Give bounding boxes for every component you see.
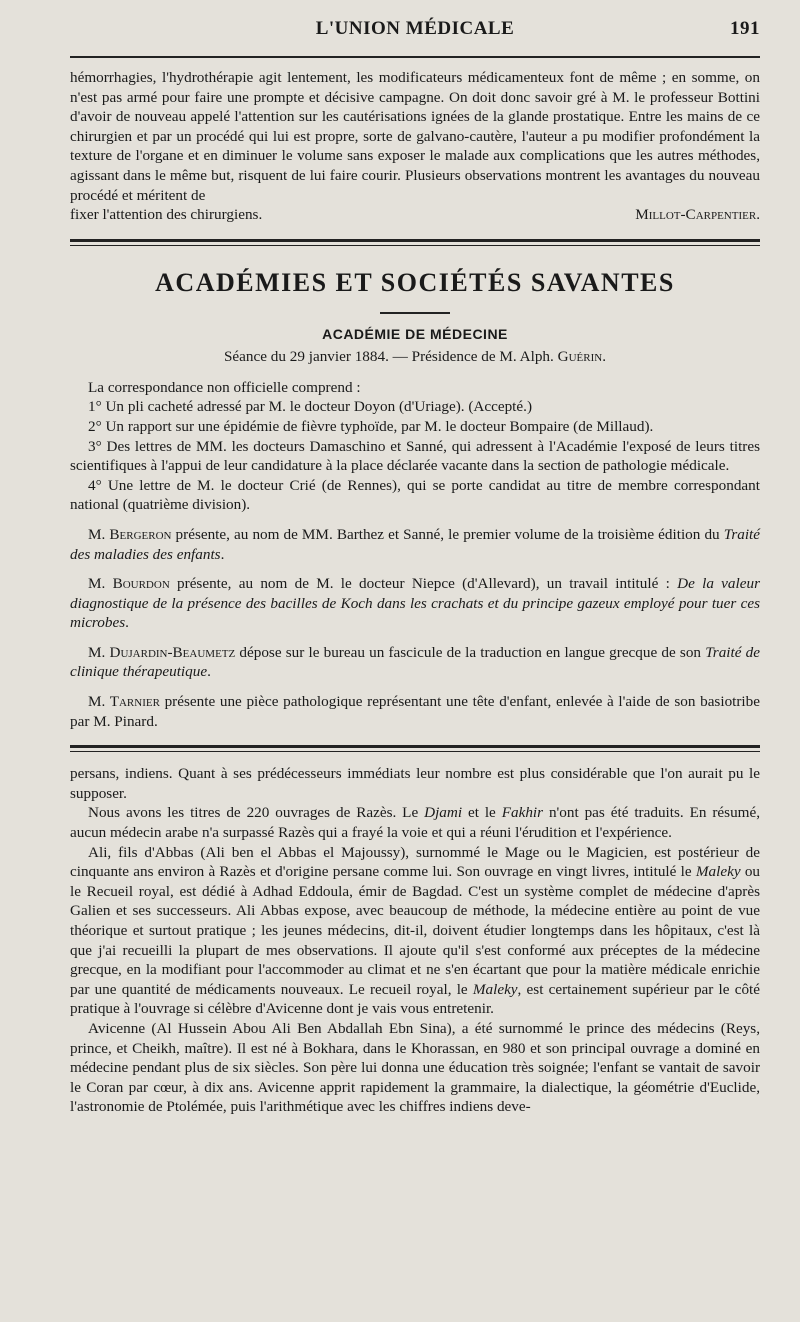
- section-divider: [70, 239, 760, 246]
- presentation-text: présente, au nom de M. le docteur Niepce (d'Allevard), un travail intitulé :: [169, 575, 678, 593]
- presentation-text-end: .: [220, 545, 225, 563]
- text-run: Nous avons les titres de 220 ouvrages de Razès. Le: [88, 804, 425, 822]
- presentation-text-end: .: [207, 663, 211, 681]
- author-signature: Millot-Carpentier.: [635, 206, 760, 224]
- seance-line: [70, 348, 760, 366]
- presenter-name: M. Bergeron: [88, 525, 172, 543]
- section-title: ACADÉMIES ET SOCIÉTÉS SAVANTES: [155, 267, 675, 297]
- top-paragraph-last-line: fixer l'attention des chirurgiens.: [70, 206, 263, 224]
- text-run: , est certainement supérieur par le côté pratique à l'ouvrage si célèbre d'Avicenne dont je vais vous entretenir.: [70, 980, 760, 1018]
- section-subtitle: ACADÉMIE DE MÉDECINE: [322, 325, 508, 342]
- correspondance-item-2: 2° Un rapport sur une épidémie de fièvre typhoïde, par M. le docteur Bompaire (de Millaud).: [88, 417, 654, 435]
- presentation-4: [70, 692, 760, 731]
- seance-text: Séance du 29 janvier 1884. — Présidence de M. Alph.: [223, 347, 558, 365]
- journal-title: L'UNION MÉDICALE: [315, 18, 515, 39]
- section-title-rule: [380, 312, 450, 314]
- feuilleton-divider: [70, 745, 760, 752]
- text-run: ou le Recueil royal, est dédié à Adhad Eddoula, émir de Bagdad. C'est un système complet de médecine d'après Galien et ses successeurs. Ali Abbas expose, avec beaucoup de méthode, la médecine entière au point de vue théorique et surtout pratique ; les jeunes médecins, dit-il, doivent étudier longtemps dans les hôpitaux, c'est là que j'ai recueilli la plupart de mes observations. Il ajoute qu'il s'est conformé aux préceptes de la médecine grecque, en la modifiant pour l'accommoder au climat et ne s'en écartant que pour la matière médicale enrichie par une quantité de médicaments nouveaux. Le recueil royal, le: [70, 863, 761, 998]
- bottom-paragraph-3: [70, 843, 760, 1019]
- book-title: Maleky: [695, 863, 741, 881]
- book-title: Maleky: [472, 980, 518, 998]
- presentation-title: De la valeur diagnostique de la présence des bacilles de Koch dans les crachats et du principe gazeux employé pour tuer ces microbes: [70, 575, 760, 632]
- presentation-2: [70, 574, 760, 633]
- presenter-name: M. Bourdon: [88, 575, 170, 593]
- text-run: et le: [462, 804, 502, 822]
- presentation-title: Traité de clinique thérapeutique: [70, 643, 760, 681]
- book-title: Djami: [424, 804, 463, 822]
- header-rule: [70, 56, 760, 58]
- bottom-paragraph-4: Avicenne (Al Hussein Abou Ali Ben Abdallah Ebn Sina), a été surnommé le prince des médecins (Reys, prince, et Cheikh, maître). Il est né à Bokhara, dans le Khorassan, en 980 et son principal ouvrage a dominé en médecine pendant plus de six siècles. Son père lui donna une éducation très soignée; l'enfant se vantait de savoir le Coran par cœur, à dix ans. Avicenne apprit rapidement la grammaire, la dialectique, la géométrie d'Euclide, l'astronomie de Ptolémée, puis l'arithmétique avec les chiffres indiens deve-: [70, 1019, 760, 1116]
- correspondance-intro: La correspondance non officielle comprend :: [88, 378, 361, 396]
- presentation-text: présente, au nom de MM. Barthez et Sanné, le premier volume de la troisième édition du: [171, 525, 724, 543]
- correspondance-item-1: 1° Un pli cacheté adressé par M. le docteur Doyon (d'Uriage). (Accepté.): [88, 398, 532, 416]
- correspondance-item-3: 3° Des lettres de MM. les docteurs Damaschino et Sanné, qui adressent à l'Académie l'exposé de leurs titres scientifiques à l'appui de leur candidature à la place déclarée vacante dans la section de pathologie médicale.: [70, 437, 760, 475]
- presentation-text: présente une pièce pathologique représentant une tête d'enfant, enlevée à l'aide de son basiotribe par M. Pinard.: [70, 693, 760, 730]
- page-number: 191: [730, 18, 760, 39]
- book-title: Fakhir: [501, 804, 544, 822]
- bottom-paragraph-1: persans, indiens. Quant à ses prédécesseurs immédiats leur nombre est plus considérable que l'on aurait pu le supposer.: [70, 765, 760, 802]
- text-run: Ali, fils d'Abbas (Ali ben el Abbas el Majoussy), surnommé le Mage ou le Magicien, est postérieur de cinquante ans environ à Razès et d'origine persane comme lui. Son ouvrage en vingt livres, intitulé le: [70, 843, 760, 881]
- bottom-paragraph-2: [70, 803, 760, 842]
- presentation-text: dépose sur le bureau un fascicule de la traduction en langue grecque de son: [235, 643, 706, 661]
- text-run: n'ont pas été traduits. En résumé, aucun médecin arabe n'a surpassé Razès qui a frayé la voie et qui a réuni l'érudition et l'expérience.: [70, 804, 761, 842]
- presenter-name: M. Tarnier: [88, 693, 160, 711]
- top-paragraph-end: [70, 205, 760, 225]
- top-paragraph: hémorrhagies, l'hydrothérapie agit lentement, les modificateurs médicamenteux font de même ; en somme, on n'est pas armé pour faire une prompte et décisive campagne. On doit donc savoir gré à M. le professeur Bottini d'avoir de nouveau appelé l'attention sur les cautérisations ignées de la glande prostatique. Entre les mains de ce chirurgien et par un procédé qui lui est propre, sorte de galvano-cautère, l'auteur a pu modifier profondément la texture de l'organe et en diminuer le volume sans exposer le malade aux complications que les autres méthodes, agissant dans le même but, risquent de lui faire courir. Plusieurs observations montrent les avantages du nouveau procédé et méritent de: [70, 69, 760, 204]
- presenter-name: M. Dujardin-Beaumetz: [88, 643, 236, 661]
- presentation-1: [70, 525, 760, 564]
- running-header: [70, 18, 760, 48]
- presentation-3: [70, 643, 760, 682]
- correspondance-item-4: 4° Une lettre de M. le docteur Crié (de Rennes), qui se porte candidat au titre de membre correspondant national (quatrième division).: [70, 476, 760, 514]
- seance-president: Guérin.: [557, 347, 606, 365]
- presentation-title: Traité des maladies des enfants: [70, 525, 761, 563]
- presentation-text-end: .: [125, 614, 129, 632]
